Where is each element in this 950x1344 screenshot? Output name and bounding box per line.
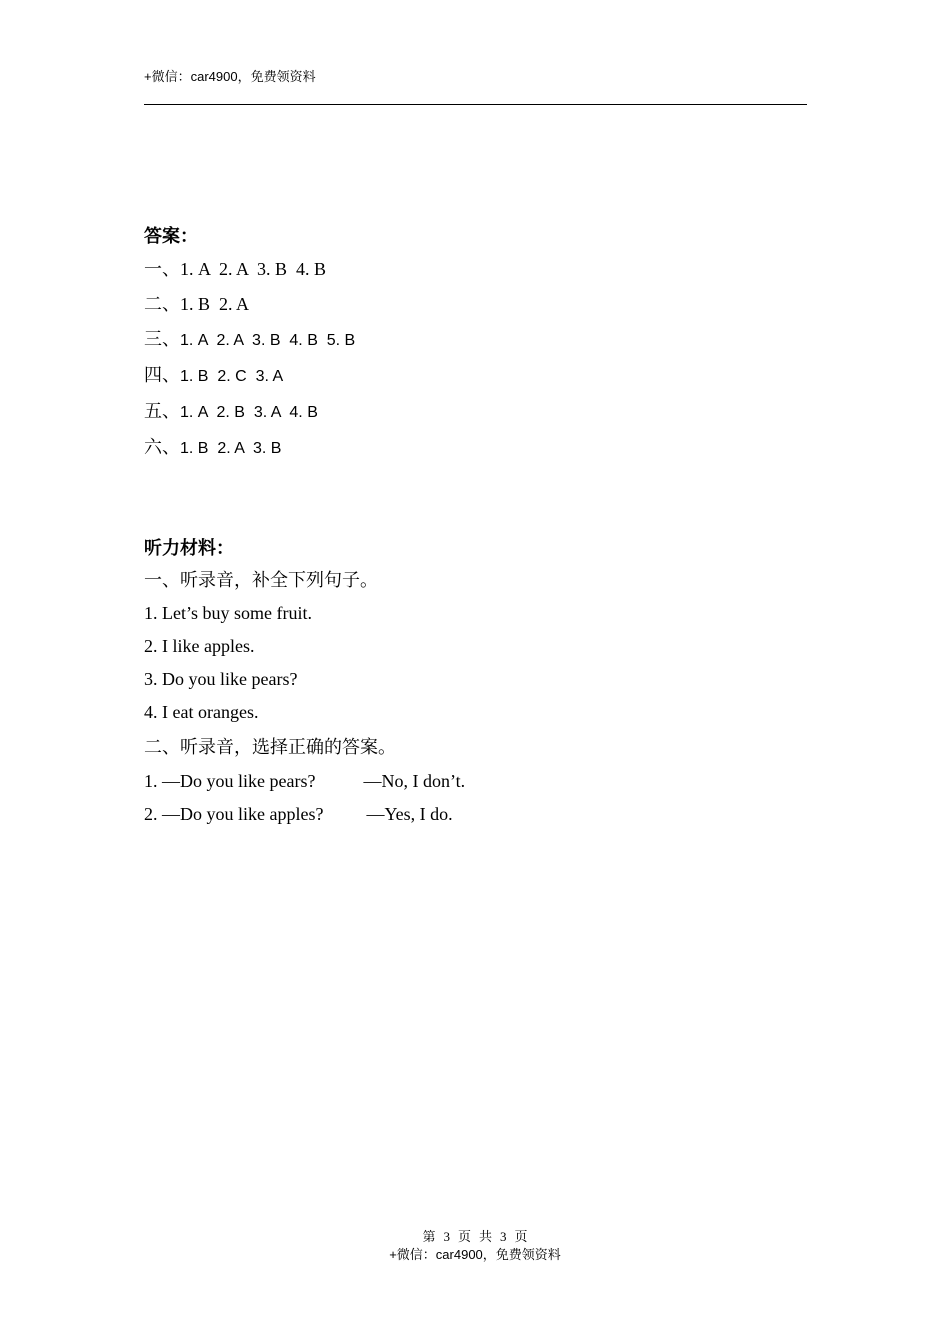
listening-sentence-3: 3. Do you like pears?	[144, 669, 298, 689]
page-number	[0, 1228, 950, 1246]
listening-sentence-2: 2. I like apples.	[144, 636, 255, 656]
total-pages: 3	[500, 1229, 507, 1244]
footer-wechat-text: +微信：car4900，免费领资料	[389, 1247, 561, 1262]
page-label-4: 页	[514, 1229, 528, 1244]
answer-line-6	[144, 436, 281, 460]
answer-line-5	[144, 400, 318, 424]
answer-line-4-body: 1. B 2. C 3. A	[180, 368, 284, 385]
header-wechat-text: +微信：car4900，免费领资料	[144, 69, 316, 84]
dialogue-1	[144, 770, 465, 792]
answer-line-3-prefix: 三、	[144, 329, 180, 349]
answer-line-4-prefix: 四、	[144, 365, 180, 385]
page-label-2: 页	[457, 1229, 471, 1244]
answer-line-6-body: 1. B 2. A 3. B	[180, 440, 282, 457]
dialogue-2-question: 2. —Do you like apples?	[144, 804, 324, 824]
dialogue-1-question: 1. —Do you like pears?	[144, 771, 316, 791]
header-divider	[144, 104, 807, 105]
answer-line-5-prefix: 五、	[144, 401, 180, 421]
answer-line-4	[144, 364, 283, 388]
current-page: 3	[443, 1229, 450, 1244]
listening-title: 听力材料：	[144, 538, 234, 558]
dialogue-1-answer: —No, I don’t.	[363, 771, 466, 791]
dialogue-2-answer: —Yes, I do.	[366, 804, 453, 824]
answer-line-3-body: 1. A 2. A 3. B 4. B 5. B	[180, 332, 356, 349]
listening-sentence-4: 4. I eat oranges.	[144, 702, 259, 722]
listening-section-2-title: 二、听录音，选择正确的答案。	[144, 737, 396, 757]
answer-line-5-body: 1. A 2. B 3. A 4. B	[180, 404, 318, 421]
answer-line-2	[144, 293, 249, 315]
answer-line-2-body: 1. B 2. A	[180, 294, 250, 314]
answer-line-1-prefix: 一、	[144, 259, 180, 279]
listening-section-1-title: 一、听录音，补全下列句子。	[144, 570, 378, 590]
dialogue-2	[144, 803, 453, 825]
answer-line-3	[144, 328, 355, 352]
answer-line-1	[144, 258, 326, 280]
answer-line-2-prefix: 二、	[144, 294, 180, 314]
page-label-1: 第	[422, 1229, 436, 1244]
listening-sentence-1: 1. Let’s buy some fruit.	[144, 603, 312, 623]
page-label-3: 共	[479, 1229, 493, 1244]
answer-line-1-body: 1. A 2. A 3. B 4. B	[180, 259, 327, 279]
answer-line-6-prefix: 六、	[144, 437, 180, 457]
answers-title: 答案：	[144, 226, 198, 246]
